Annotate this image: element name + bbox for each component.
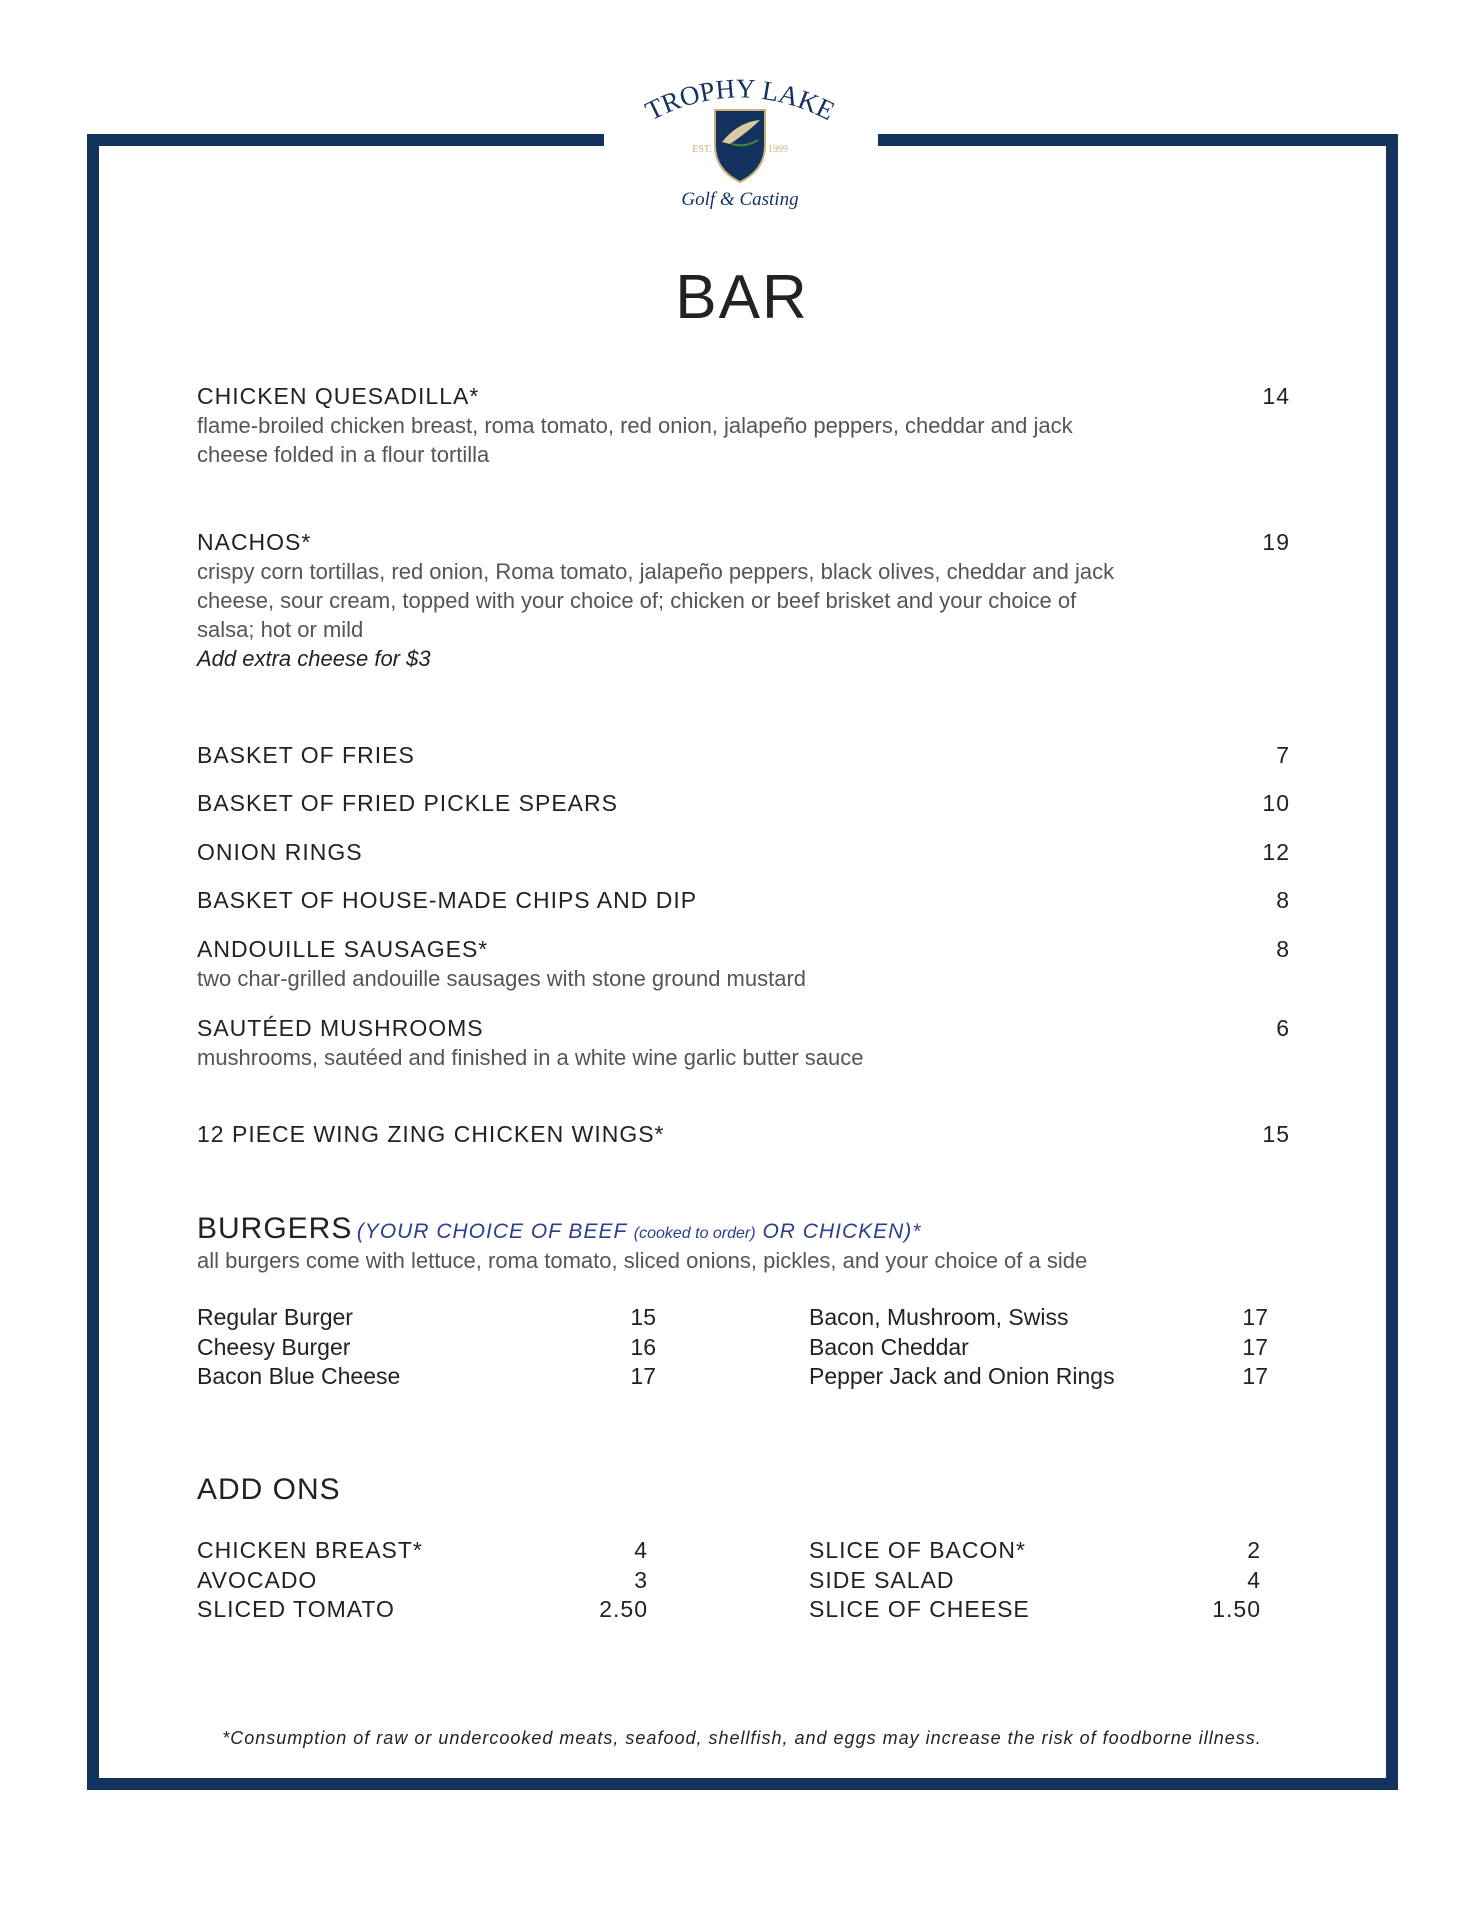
svg-text:TROPHY LAKE: TROPHY LAKE <box>640 73 840 127</box>
menu-item <box>197 1014 1290 1072</box>
burger-row: Bacon Cheddar 17 <box>809 1333 1268 1360</box>
burger-row: Cheesy Burger 16 <box>197 1333 656 1360</box>
item-price: 19 <box>1262 529 1290 555</box>
item-price: 7 <box>1276 742 1290 768</box>
item-name: NACHOS* <box>197 529 312 555</box>
addons-list-left <box>197 1536 648 1625</box>
food-safety-disclaimer: *Consumption of raw or undercooked meats, seafood, shellfish, and eggs may increase the risk of foodborne illness. <box>222 1728 1262 1748</box>
item-name: BASKET OF HOUSE-MADE CHIPS AND DIP <box>197 887 698 913</box>
item-name: BASKET OF FRIES <box>197 742 415 768</box>
trophy-lake-logo <box>620 60 860 220</box>
item-description: cheese, sour cream, topped with your choice of; chicken or beef brisket and your choice of <box>197 588 1077 613</box>
item-name: BASKET OF FRIED PICKLE SPEARS <box>197 790 618 816</box>
burger-row: Regular Burger 15 <box>197 1304 656 1330</box>
item-name: SAUTÉED MUSHROOMS <box>197 1015 484 1041</box>
menu-item <box>197 935 1290 993</box>
addon-row: SIDE SALAD 4 <box>809 1566 1261 1593</box>
item-description: flame-broiled chicken breast, roma tomato, red onion, jalapeño peppers, cheddar and jack <box>197 413 1073 438</box>
addon-row: SLICE OF BACON* 2 <box>809 1537 1261 1563</box>
burger-list-right <box>809 1303 1268 1392</box>
burger-list-left <box>197 1303 656 1392</box>
addons-list-right <box>809 1536 1261 1625</box>
item-price: 8 <box>1276 936 1290 962</box>
item-price: 15 <box>1262 1121 1290 1147</box>
menu-item <box>197 1120 1290 1149</box>
menu-item <box>197 382 1290 469</box>
menu-item <box>197 789 1290 818</box>
burger-row: Bacon Blue Cheese 17 <box>197 1363 656 1389</box>
burger-row: Bacon, Mushroom, Swiss 17 <box>809 1304 1268 1330</box>
addon-row: CHICKEN BREAST* 4 <box>197 1537 648 1563</box>
item-price: 6 <box>1276 1015 1290 1041</box>
item-price: 8 <box>1276 887 1290 913</box>
item-description: crispy corn tortillas, red onion, Roma tomato, jalapeño peppers, black olives, cheddar and jack <box>197 559 1115 584</box>
item-name: ANDOUILLE SAUSAGES* <box>197 936 489 962</box>
item-price: 14 <box>1262 383 1290 409</box>
section-subtitle: (YOUR CHOICE OF BEEF (cooked to order) OR CHICKEN)* <box>356 1220 922 1243</box>
item-description: cheese folded in a flour tortilla <box>197 442 490 467</box>
item-description: salsa; hot or mild <box>197 617 364 642</box>
menu-item <box>197 741 1290 770</box>
item-name: CHICKEN QUESADILLA* <box>197 383 480 409</box>
section-description: all burgers come with lettuce, roma tomato, sliced onions, pickles, and your choice of a side <box>197 1248 1088 1273</box>
menu-item <box>197 886 1290 915</box>
item-name: 12 PIECE WING ZING CHICKEN WINGS* <box>197 1121 665 1147</box>
svg-text:Golf & Casting: Golf & Casting <box>681 189 799 210</box>
item-name: ONION RINGS <box>197 839 363 865</box>
svg-text:1999: 1999 <box>768 144 788 155</box>
item-price: 12 <box>1262 839 1290 865</box>
page-title: BAR <box>675 263 809 332</box>
burger-row: Pepper Jack and Onion Rings 17 <box>809 1363 1268 1389</box>
item-note: Add extra cheese for $3 <box>197 646 431 671</box>
item-description: two char-grilled andouille sausages with stone ground mustard <box>197 966 807 991</box>
item-description: mushrooms, sautéed and finished in a white wine garlic butter sauce <box>197 1045 864 1070</box>
menu-item <box>197 528 1290 673</box>
menu-item <box>197 838 1290 867</box>
section-title: BURGERS <box>197 1212 353 1245</box>
addon-row: SLICED TOMATO 2.50 <box>197 1596 648 1622</box>
item-price: 10 <box>1262 790 1290 816</box>
addon-row: AVOCADO 3 <box>197 1566 648 1593</box>
section-title: ADD ONS <box>197 1473 341 1506</box>
svg-text:EST.: EST. <box>692 144 712 155</box>
addon-row: SLICE OF CHEESE 1.50 <box>809 1596 1261 1622</box>
